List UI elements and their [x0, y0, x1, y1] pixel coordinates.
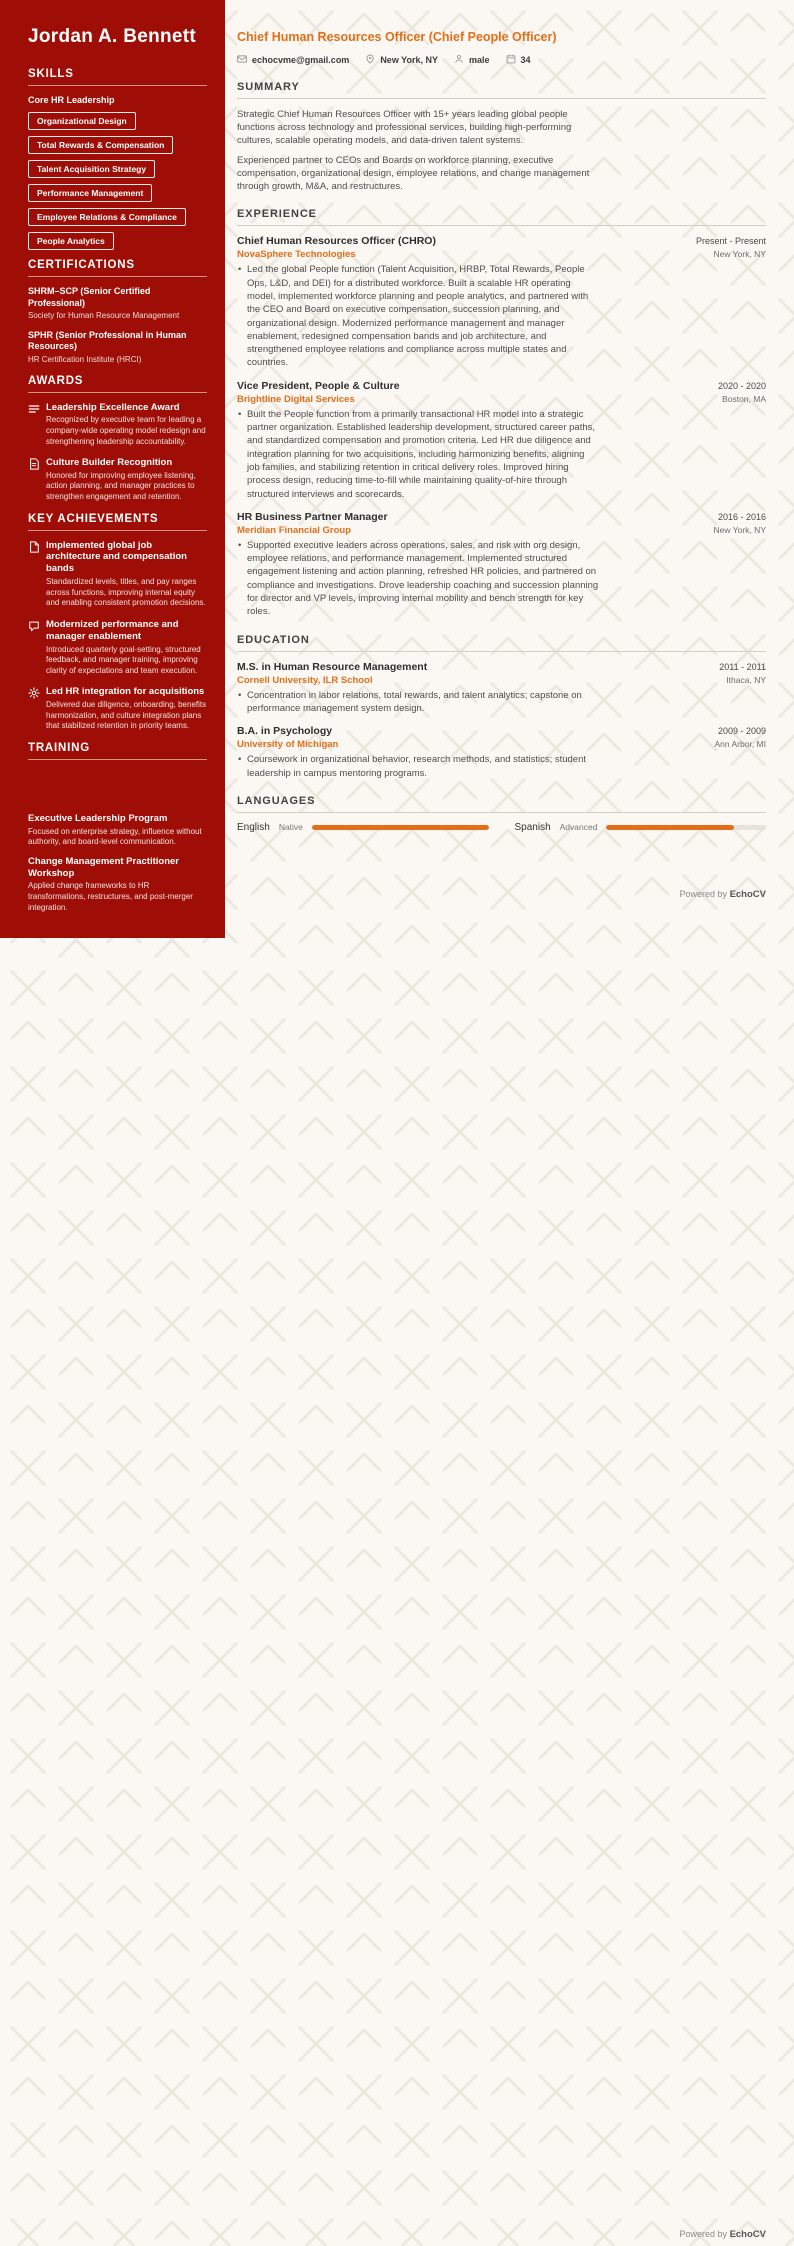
- award-item: [28, 457, 207, 503]
- calendar-icon: [506, 54, 516, 66]
- education-entry-head: [237, 661, 766, 673]
- experience-entry-sub: [237, 394, 766, 405]
- email-icon: [237, 54, 247, 66]
- sidebar: [0, 0, 225, 938]
- chat-icon: [28, 619, 40, 676]
- experience-location: New York, NY: [713, 524, 766, 535]
- experience-bullet: • Led the global People function (Talent Acquisition, HRBP, Total Rewards, People Ops, L&D, and DEI) for a distributed workforce. Built a scalable HR operating model, implemented workforce planning and people analytics, and partnered with the CEO and Board on executive compensation, succession planning, and organizational design. Modernized performance management and manager enablement, redesigned compensation bands and job architecture, and strengthened employee relations and compliance across multiple states and countries.: [237, 263, 599, 369]
- education-bullets: [237, 753, 599, 780]
- experience-dates: Present - Present: [695, 236, 766, 247]
- achievement-title: Modernized performance and manager enablement: [46, 618, 179, 642]
- experience-bullet: • Built the People function from a primarily transactional HR model into a strategic partner organization. Established leadership development, structured career paths, and standardized compensation and promotion criteria. Led HR due diligence and integration planning for two acquisitions, including harmonizing benefits, aligning job families, and stabilizing retention in critical delivery roles. Improved hiring process design, reducing time-to-fill while maintaining quality-of-hire through structured interviews and scorecards.: [237, 408, 599, 501]
- experience-section-title: EXPERIENCE: [237, 208, 766, 226]
- education-section: [237, 634, 766, 780]
- experience-dates: 2016 - 2016: [717, 511, 766, 522]
- skill-tag: People Analytics: [28, 232, 114, 250]
- skills-section: [28, 68, 207, 250]
- experience-entry: [237, 380, 766, 501]
- skill-tag: Organizational Design: [28, 112, 136, 130]
- key-achievements-section-title: KEY ACHIEVEMENTS: [28, 513, 207, 531]
- awards-section: [28, 375, 207, 503]
- experience-location: New York, NY: [713, 249, 766, 260]
- document-icon: [28, 457, 40, 503]
- achievement-body: [46, 686, 207, 732]
- education-degree: B.A. in Psychology: [237, 725, 333, 738]
- certifications-section-title: CERTIFICATIONS: [28, 259, 207, 277]
- language-bar-fill: [312, 825, 489, 830]
- training-section-title: TRAINING: [28, 742, 207, 760]
- education-school: Cornell University, ILR School: [237, 674, 373, 686]
- experience-bullets: [237, 408, 599, 501]
- skill-tag: Total Rewards & Compensation: [28, 136, 173, 154]
- education-section-title: EDUCATION: [237, 634, 766, 652]
- skill-tag: Performance Management: [28, 184, 152, 202]
- training-desc: Focused on enterprise strategy, influence without authority, and board-level communication.: [28, 826, 202, 847]
- certification-org: HR Certification Institute (HRCI): [28, 355, 142, 365]
- main-content: [225, 0, 794, 900]
- education-dates: 2009 - 2009: [717, 726, 766, 737]
- education-entry-sub: [237, 675, 766, 686]
- education-entry-sub: [237, 739, 766, 750]
- candidate-name: Jordan A. Bennett: [28, 26, 197, 47]
- skills-section-title: SKILLS: [28, 68, 207, 86]
- experience-company: Brightline Digital Services: [237, 393, 355, 405]
- page-break-spacer: [28, 769, 207, 813]
- award-body: [46, 402, 207, 448]
- experience-section: [237, 208, 766, 618]
- achievement-desc: Standardized levels, titles, and pay ranges across functions, improving internal equity and enabling consistent promotion decisions.: [46, 577, 206, 608]
- achievement-item: [28, 686, 207, 732]
- language-name: Spanish: [514, 821, 551, 833]
- education-entry-head: [237, 725, 766, 737]
- experience-role: HR Business Partner Manager: [237, 510, 388, 523]
- experience-bullets: [237, 539, 599, 619]
- skill-tag: Talent Acquisition Strategy: [28, 160, 155, 178]
- experience-dates: 2020 - 2020: [717, 380, 766, 391]
- achievement-item: [28, 619, 207, 676]
- language-name: English: [237, 821, 270, 833]
- list-icon: [28, 402, 40, 448]
- skills-group-label: Core HR Leadership: [28, 95, 115, 105]
- experience-entry-head: [237, 380, 766, 392]
- achievement-desc: Introduced quarterly goal-setting, structured feedback, and manager training, improving clarity of expectations and team execution.: [46, 644, 201, 675]
- language-bar-fill: [606, 825, 734, 830]
- education-bullet: • Coursework in organizational behavior, research methods, and statistics; student leadership in campus mentoring programs.: [237, 753, 599, 780]
- achievement-body: [46, 619, 207, 676]
- certification-item: [28, 286, 207, 322]
- education-entry: [237, 661, 766, 716]
- languages-section-title: LANGUAGES: [237, 795, 766, 813]
- page-title: Chief Human Resources Officer (Chief People Officer): [237, 30, 557, 44]
- contact-location-text: New York, NY: [380, 54, 438, 65]
- experience-entry-head: [237, 235, 766, 247]
- powered-by-brand: EchoCV: [729, 888, 766, 900]
- training-item: [28, 813, 207, 848]
- language-level: Advanced: [559, 822, 598, 833]
- achievement-title: Implemented global job architecture and compensation bands: [46, 539, 187, 575]
- training-item: [28, 856, 207, 913]
- experience-location: Boston, MA: [722, 393, 766, 404]
- experience-entry-sub: [237, 525, 766, 536]
- experience-role: Vice President, People & Culture: [237, 379, 400, 392]
- training-section: [28, 742, 207, 913]
- language-bar: [312, 825, 489, 830]
- skill-tag-list: [28, 112, 207, 250]
- experience-company: NovaSphere Technologies: [237, 249, 356, 261]
- summary-section: [237, 81, 766, 194]
- languages-section: [237, 795, 766, 833]
- contact-location: [365, 54, 438, 66]
- experience-entry-head: [237, 511, 766, 523]
- contact-gender: [454, 54, 490, 66]
- file-icon: [28, 540, 40, 609]
- contact-email[interactable]: [237, 54, 349, 66]
- language-bar: [606, 825, 766, 830]
- certification-name: SPHR (Senior Professional in Human Resources): [28, 329, 187, 352]
- powered-by-prefix: Powered by: [679, 2229, 728, 2239]
- training-title: Change Management Practitioner Workshop: [28, 855, 179, 879]
- education-degree: M.S. in Human Resource Management: [237, 660, 428, 673]
- contact-age: [506, 54, 531, 66]
- award-title: Leadership Excellence Award: [46, 401, 180, 413]
- experience-company: Meridian Financial Group: [237, 524, 352, 536]
- contact-row: [237, 54, 766, 66]
- contact-age-text: 34: [520, 54, 531, 65]
- language-level: Native: [278, 822, 303, 833]
- experience-bullet: • Supported executive leaders across operations, sales, and risk with org design, employee relations, and performance management. Implemented structured engagement listening and action planning, refreshed HR policies, and partnered on compliance and investigations. Drove leadership coaching and succession planning for director and VP levels, improving internal mobility and bench strength for key roles.: [237, 539, 599, 619]
- summary-paragraph: Experienced partner to CEOs and Boards on workforce planning, executive compensation, organizational design, employee relations, and change management through growth, M&A, and restructures.: [237, 154, 590, 193]
- powered-by-prefix: Powered by: [679, 888, 728, 899]
- award-title: Culture Builder Recognition: [46, 457, 173, 469]
- location-pin-icon: [365, 54, 375, 66]
- award-desc: Recognized by executive team for leading a company-wide operating model redesign and strengthening leadership accountability.: [46, 415, 206, 446]
- language-item: [237, 822, 489, 833]
- education-bullet: • Concentration in labor relations, total rewards, and talent analytics; capstone on performance management system design.: [237, 689, 599, 716]
- achievement-desc: Delivered due diligence, onboarding, benefits harmonization, and culture integration plans that stabilized retention in priority teams.: [46, 700, 207, 731]
- person-icon: [454, 54, 464, 66]
- powered-by-footer: [680, 2229, 766, 2240]
- certifications-section: [28, 259, 207, 366]
- education-entry: [237, 725, 766, 780]
- skill-tag: Employee Relations & Compliance: [28, 208, 186, 226]
- award-body: [46, 457, 207, 503]
- achievement-item: [28, 540, 207, 609]
- certification-org: Society for Human Resource Management: [28, 311, 180, 321]
- gear-icon: [28, 686, 40, 732]
- powered-by-brand: EchoCV: [729, 2229, 766, 2240]
- experience-entry-sub: [237, 249, 766, 260]
- training-title: Executive Leadership Program: [28, 812, 168, 824]
- certification-item: [28, 330, 207, 366]
- powered-by-inline: [237, 889, 766, 900]
- language-item: [515, 822, 767, 833]
- education-school: University of Michigan: [237, 739, 339, 751]
- experience-role: Chief Human Resources Officer (CHRO): [237, 235, 436, 248]
- education-bullets: [237, 689, 599, 716]
- experience-entry: [237, 235, 766, 369]
- award-item: [28, 402, 207, 448]
- contact-email-text: echocvme@gmail.com: [252, 54, 350, 65]
- key-achievements-section: [28, 513, 207, 732]
- contact-gender-text: male: [469, 54, 490, 65]
- training-desc: Applied change frameworks to HR transformations, restructures, and post-merger integration.: [28, 881, 193, 912]
- languages-row: [237, 822, 766, 833]
- experience-entry: [237, 511, 766, 619]
- achievement-body: [46, 540, 207, 609]
- certification-name: SHRM–SCP (Senior Certified Professional): [28, 286, 151, 308]
- award-desc: Honored for improving employee listening, action planning, and manager practices to strengthen engagement and retention.: [46, 470, 196, 502]
- summary-section-title: SUMMARY: [237, 81, 766, 99]
- education-location: Ithaca, NY: [726, 674, 766, 685]
- education-dates: 2011 - 2011: [719, 661, 766, 672]
- experience-bullets: [237, 263, 599, 369]
- achievement-title: Led HR integration for acquisitions: [46, 686, 205, 698]
- awards-section-title: AWARDS: [28, 375, 207, 393]
- education-location: Ann Arbor, MI: [714, 739, 766, 750]
- summary-paragraph: Strategic Chief Human Resources Officer with 15+ years leading global people functions across technology and professional services, building high-performing cultures, scalable operating models, and data-driven talent systems.: [237, 108, 572, 147]
